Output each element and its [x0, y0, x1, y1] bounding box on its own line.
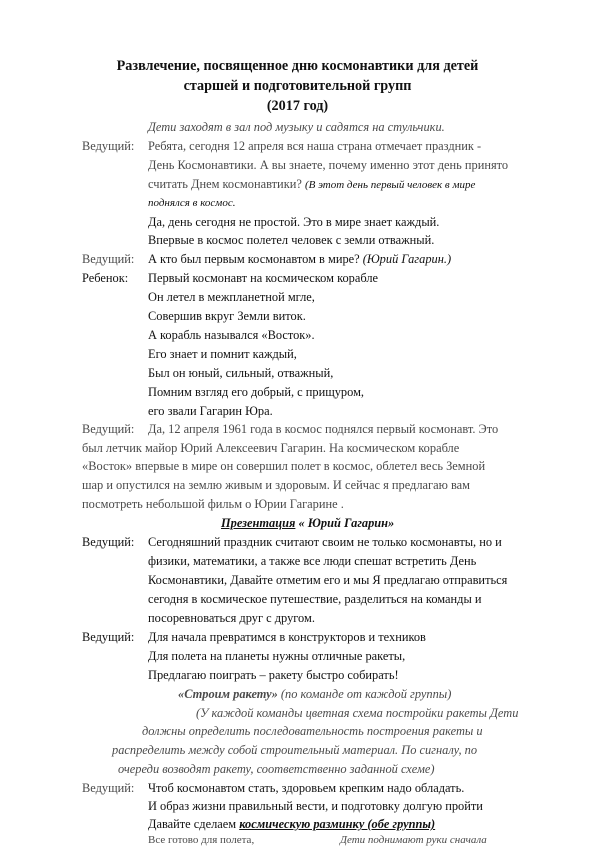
p7-line-2: И образ жизни правильный вести, и подготовку долгую пройти: [148, 799, 483, 813]
p7-line-4: Все готово для полета,: [148, 834, 255, 846]
p4-line-4: шар и опустился на землю живым и здоровым. И сейчас я предлагаю вам: [82, 478, 470, 492]
speaker-label: Ведущий:: [82, 252, 135, 266]
poem-line: его звали Гагарин Юра.: [148, 404, 273, 418]
p7-line-4-stage-direction: Дети поднимают руки сначала: [340, 834, 487, 846]
poem-line: Его знает и помнит каждый,: [148, 347, 297, 361]
speaker-label: Ведущий:: [82, 781, 135, 795]
p4-line-1: Да, 12 апреля 1961 года в космос поднялся первый космонавт. Это: [148, 422, 499, 436]
poem-line: Первый космонавт на космическом корабле: [148, 271, 379, 285]
game-heading: [178, 686, 451, 702]
presentation-name: « Юрий Гагарин»: [295, 516, 395, 530]
speaker-label: Ведущий:: [82, 630, 135, 644]
p1-line-3: [148, 176, 475, 193]
p2-line: [148, 251, 451, 267]
p1-line-6: Впервые в космос полетел человек с земли отважный.: [148, 233, 435, 247]
p5-line-1: Сегодняшний праздник считают своим не только космонавты, но и: [148, 535, 502, 549]
p1-line-5: Да, день сегодня не простой. Это в мире знает каждый.: [148, 215, 440, 229]
poem-line: Был он юный, сильный, отважный,: [148, 366, 334, 380]
poem-line: А корабль назывался «Восток».: [148, 328, 315, 342]
game-description-line: очереди возводят ракету, соответственно заданной схеме): [118, 762, 435, 776]
doc-title-year: (2017 год): [266, 98, 329, 114]
doc-title-line-1: Развлечение, посвященное дню космонавтики для детей: [116, 58, 479, 74]
speaker-label: Ведущий:: [82, 422, 135, 436]
p1-answer: (В этот день первый человек в мире: [304, 179, 476, 191]
p4-line-5: посмотреть небольшой фильм о Юрии Гагарине .: [82, 497, 344, 511]
game-description-line: должны определить последовательность построения ракеты и: [142, 724, 483, 738]
game-note: (по команде от каждой группы): [277, 687, 452, 701]
poem-line: Он летел в межпланетной мгле,: [148, 290, 315, 304]
p7-line-3: [148, 816, 435, 832]
child-speaker-label: Ребенок:: [82, 271, 129, 285]
p2-answer: (Юрий Гагарин.): [362, 252, 452, 266]
poem-line: Совершив вкруг Земли виток.: [148, 309, 306, 323]
p7-line-1: Чтоб космонавтом стать, здоровьем крепким надо обладать.: [148, 781, 465, 795]
p1-line-4: поднялся в космос.: [148, 197, 236, 209]
speaker-label: Ведущий:: [82, 535, 135, 549]
p5-line-2: физики, математики, а также все люди спешат встретить День: [148, 554, 477, 568]
doc-title-line-2: старшей и подготовительной групп: [183, 78, 412, 94]
p6-line-1: Для начала превратимся в конструкторов и техников: [148, 630, 426, 644]
presentation-heading: [221, 515, 394, 531]
game-name: «Строим ракету»: [178, 687, 278, 701]
warmup-title: космическую разминку (обе группы): [239, 817, 436, 831]
p2-question: А кто был первым космонавтом в мире?: [148, 252, 363, 266]
presentation-label: Презентация: [221, 516, 296, 530]
p7-line-3-text: Давайте сделаем: [148, 817, 240, 831]
game-description-line: (У каждой команды цветная схема постройки ракеты Дети: [196, 706, 519, 720]
p1-line-1: Ребята, сегодня 12 апреля вся наша страна отмечает праздник -: [148, 139, 482, 153]
p5-line-5: посоревноваться друг с другом.: [148, 611, 315, 625]
poem-line: Помним взгляд его добрый, с прищуром,: [148, 385, 365, 399]
p1-line-2: День Космонавтики. А вы знаете, почему именно этот день принято: [148, 158, 509, 172]
p4-line-3: «Восток» впервые в мире он совершил полет в космос, облетел весь Земной: [82, 459, 486, 473]
p6-line-3: Предлагаю поиграть – ракету быстро собирать!: [148, 668, 399, 682]
p6-line-2: Для полета на планеты нужны отличные ракеты,: [148, 649, 406, 663]
game-description-line: распределить между собой строительный материал. По сигналу, по: [112, 743, 478, 757]
p1-question: считать Днем космонавтики?: [148, 177, 305, 191]
speaker-label: Ведущий:: [82, 139, 135, 153]
p5-line-4: сегодня в космическое путешествие, разделиться на команды и: [148, 592, 482, 606]
p4-line-2: был летчик майор Юрий Алексеевич Гагарин. На космическом корабле: [82, 441, 460, 455]
p5-line-3: Космонавтики, Давайте отметим его и мы Я предлагаю отправиться: [148, 573, 508, 587]
intro-stage-direction: Дети заходят в зал под музыку и садятся на стульчики.: [148, 120, 445, 134]
